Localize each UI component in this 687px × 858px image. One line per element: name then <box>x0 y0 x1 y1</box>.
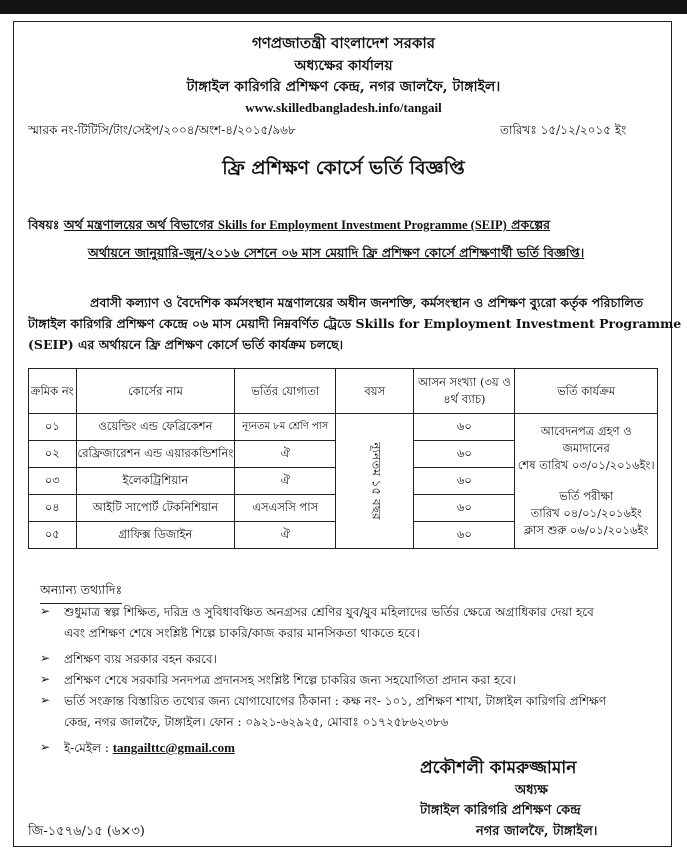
bullet-arrow-icon: ➢ <box>40 740 51 754</box>
office-title: অধ্যক্ষের কার্যালয় <box>294 58 393 74</box>
cell-qualification: ঐ <box>235 468 336 495</box>
admission-line-4: তারিখ ০৪/০১/২০১৬ইং <box>530 506 642 520</box>
course-table <box>28 368 658 549</box>
govt-title: গণপ্রজাতন্ত্রী বাংলাদেশ সরকার <box>252 34 435 52</box>
bullet-arrow-icon: ➢ <box>40 693 51 707</box>
cell-course: ওয়েল্ডিং এন্ড ফেব্রিকেশন <box>76 414 235 441</box>
signatory-name: প্রকৌশলী কামরুজ্জামান <box>420 758 577 778</box>
cell-serial: ০৩ <box>29 468 77 495</box>
memo-number: স্মারক নং-টিটিসি/টাং/সেইপ/২০০৪/অংশ-৪/২০১৫/৯৬৮ <box>28 123 296 137</box>
admission-line-3: ভর্তি পরীক্ষা <box>559 489 614 503</box>
notice-title: ফ্রি প্রশিক্ষণ কোর্সে ভর্তি বিজ্ঞপ্তি <box>222 157 465 179</box>
cell-course: আইটি সাপোর্ট টেকনিশিয়ান <box>76 495 235 522</box>
header-age: বয়স <box>336 369 414 414</box>
cell-course: গ্রাফিক্স ডিজাইন <box>76 522 235 549</box>
info-email <box>64 738 235 758</box>
cell-qualification: ন্যূনতম ৮ম শ্রেণি পাস <box>235 414 336 441</box>
cell-qualification: ঐ <box>235 522 336 549</box>
info-item-4b: কেন্দ্র, নগর জালফৈ, টাঙ্গাইল। ফোন : ০৯২১-৬২৯২৫, মোবাঃ ০১৭২৫৮৬২৩৮৬ <box>64 715 449 729</box>
cell-serial: ০৪ <box>29 495 77 522</box>
info-item-3: প্রশিক্ষণ শেষে সরকারি সনদপত্র প্রদানসহ সংশ্লিষ্ট শিল্পে চাকরির জন্য সহযোগিতা প্রদান করা হবে। <box>64 673 517 687</box>
signatory-address: নগর জালফৈ, টাঙ্গাইল। <box>476 824 598 839</box>
admission-line-2: শেষ তারিখ ০৩/০১/২০১৬ইং। <box>517 458 655 472</box>
body-line-3: (SEIP) এর অর্থায়নে ফ্রি প্রশিক্ষণ কোর্সে ভর্তি কার্যক্রম চলছে। <box>28 337 344 352</box>
cell-seats: ৬০ <box>414 522 515 549</box>
subject-line-1 <box>28 215 550 235</box>
info-item-4a: ভর্তি সংক্রান্ত বিস্তারিত তথ্যের জন্য যোগাযোগের ঠিকানা : কক্ষ নং- ১০১, প্রশিক্ষণ শাখা, টাঙ্গাইল কারিগরি প্রশিক্ষণ <box>64 694 607 708</box>
bullet-arrow-icon: ➢ <box>40 604 51 618</box>
info-item-2: প্রশিক্ষণ ব্যয় সরকার বহন করবে। <box>64 652 217 666</box>
subject-text-1: অর্থ মন্ত্রণালয়ের অর্থ বিভাগের Skills for Employment Investment Programme (SEIP) প্রকল্পের <box>63 217 551 232</box>
subject-line-2: অর্থায়নে জানুয়ারি-জুন/২০১৬ সেশনে ০৬ মাস মেয়াদি ফ্রি প্রশিক্ষণ কোর্সে প্রশিক্ষণার্থী ভর্তি বিজ্ঞপ্তি। <box>88 245 585 260</box>
memo-date: তারিখঃ ১৫/১২/২০১৫ ইং <box>500 123 627 137</box>
cell-serial: ০৫ <box>29 522 77 549</box>
cell-seats: ৬০ <box>414 468 515 495</box>
body-line-1: প্রবাসী কল্যাণ ও বৈদেশিক কর্মসংস্থান মন্ত্রণালয়ের অধীন জনশক্তি, কর্মসংস্থান ও প্রশিক্ষণ ব্যুরো কর্তৃক পরিচালিত <box>90 295 644 310</box>
signatory-designation: অধ্যক্ষ <box>515 783 548 798</box>
email-link[interactable]: tangailttc@gmail.com <box>112 740 235 755</box>
body-line-2: টাঙ্গাইল কারিগরি প্রশিক্ষণ কেন্দ্রে ০৬ মাস মেয়াদী নিম্নবর্ণিত ট্রেডে Skills for Employment Investment Programme <box>28 316 682 331</box>
cell-seats: ৬০ <box>414 441 515 468</box>
age-text: ন্যূনতম ১৫ বছর <box>369 442 384 520</box>
admission-line-5: ক্লাস শুরু ০৬/০১/২০১৬ইং <box>523 523 649 537</box>
cell-serial: ০১ <box>29 414 77 441</box>
footer-reference: জি-১৫৭৬/১৫ (৬×৩) <box>28 824 145 839</box>
other-info-label: অন্যান্য তথ্যাদিঃ <box>40 582 122 604</box>
info-item-1b: এবং প্রশিক্ষণ শেষে সংশ্লিষ্ট শিল্পে চাকরি/কাজ করার মানসিকতা থাকতে হবে। <box>64 626 420 640</box>
table-header-row <box>29 369 658 414</box>
email-label: ই-মেইল : <box>64 741 113 755</box>
cell-qualification: ঐ <box>235 441 336 468</box>
header-course: কোর্সের নাম <box>76 369 235 414</box>
bullet-arrow-icon: ➢ <box>40 672 51 686</box>
header-qualification: ভর্তির যোগ্যতা <box>235 369 336 414</box>
header-seats: আসন সংখ্যা (৩য় ও ৪র্থ ব্যাচ) <box>414 369 515 414</box>
cell-age <box>336 414 414 549</box>
cell-qualification: এসএসসি পাস <box>235 495 336 522</box>
cell-serial: ০২ <box>29 441 77 468</box>
website-link[interactable]: www.skilledbangladesh.info/tangail <box>245 100 442 115</box>
header-admission: ভর্তি কার্যক্রম <box>515 369 658 414</box>
cell-seats: ৬০ <box>414 495 515 522</box>
cell-course: ইলেকট্রিশিয়ান <box>76 468 235 495</box>
admission-line-1: আবেদনপত্র গ্রহণ ও জমাদানের <box>540 424 632 455</box>
cell-seats: ৬০ <box>414 414 515 441</box>
subject-label: বিষয়ঃ <box>28 217 60 232</box>
cell-course: রেফ্রিজারেশন এন্ড এয়ারকন্ডিশনিং <box>76 441 235 468</box>
top-black-bar <box>0 0 687 14</box>
header-serial: ক্রমিক নং <box>29 369 77 414</box>
cell-admission <box>515 414 658 549</box>
bullet-arrow-icon: ➢ <box>40 651 51 665</box>
table-row <box>29 414 658 441</box>
info-item-1a: শুধুমাত্র স্বল্প শিক্ষিত, দরিদ্র ও সুবিধাবঞ্চিত অনগ্রসর শ্রেণির যুব/যুব মহিলাদের ভর্তির ক্ষেত্রে অগ্রাধিকার দেয়া হবে <box>64 605 594 619</box>
signatory-office: টাঙ্গাইল কারিগরি প্রশিক্ষণ কেন্দ্র <box>420 803 581 818</box>
institute-title: টাঙ্গাইল কারিগরি প্রশিক্ষণ কেন্দ্র, নগর জালফৈ, টাঙ্গাইল। <box>186 79 501 95</box>
